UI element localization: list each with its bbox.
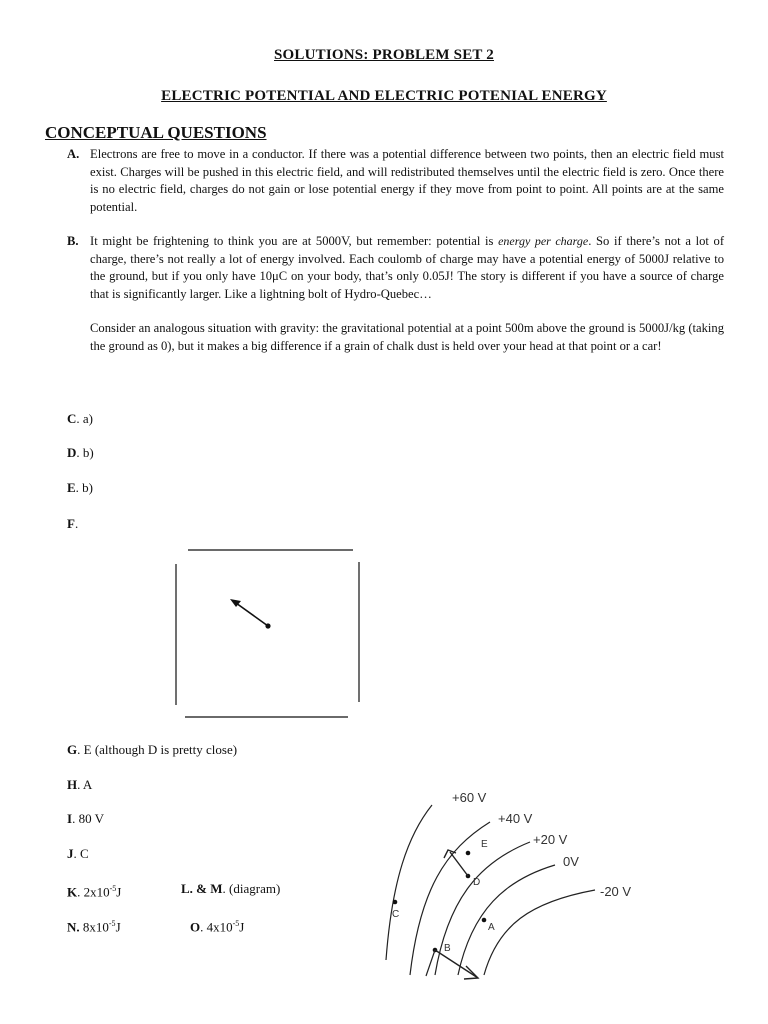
answer-k-text: . 2x10 bbox=[77, 884, 110, 900]
field-arrow bbox=[236, 603, 268, 626]
answer-e-text: . b) bbox=[75, 480, 94, 495]
answer-c bbox=[67, 410, 93, 428]
answer-o-text: . 4x10 bbox=[200, 919, 233, 935]
answer-o-label: O bbox=[190, 919, 201, 935]
voltage-label: +40 V bbox=[498, 811, 533, 826]
answer-g-label: G bbox=[67, 742, 78, 757]
answer-h-label: H bbox=[67, 777, 78, 792]
answer-lm-label: L. & M bbox=[181, 881, 223, 896]
answer-d-label: D bbox=[67, 445, 77, 460]
answer-o-exponent: -5 bbox=[232, 919, 240, 928]
answer-b bbox=[67, 233, 724, 356]
answer-k-label: K bbox=[67, 884, 78, 900]
point-label: C bbox=[392, 909, 400, 920]
answer-j-text: . C bbox=[73, 846, 89, 861]
point-e bbox=[466, 851, 471, 856]
answer-d bbox=[67, 444, 94, 462]
answer-j bbox=[67, 845, 89, 863]
answer-c-text: . a) bbox=[76, 411, 93, 426]
answer-o bbox=[190, 915, 244, 936]
answer-n-exponent: -5 bbox=[108, 919, 116, 928]
answer-b-paragraph-2: Consider an analogous situation with gravity: the gravitational potential at a point 500m above the ground is 5000J/kg (taking the ground as 0), but it makes a big difference if a grain of chalk dust is held over your head at that point or a car! bbox=[90, 321, 724, 353]
answer-b-emphasis: energy per charge bbox=[498, 234, 589, 248]
point-a bbox=[482, 918, 487, 923]
answer-d-text: . b) bbox=[76, 445, 94, 460]
point-label: E bbox=[481, 839, 488, 850]
field-arrow-b bbox=[435, 950, 478, 978]
page-subtitle: ELECTRIC POTENTIAL AND ELECTRIC POTENIAL ENERGY bbox=[161, 88, 607, 104]
answer-j-label: J bbox=[67, 846, 74, 861]
answer-e-label: E bbox=[67, 480, 76, 495]
answer-o-unit: J bbox=[239, 919, 245, 935]
answer-k-unit: J bbox=[116, 884, 122, 900]
charge-dot bbox=[265, 623, 270, 628]
answer-lm-text: . (diagram) bbox=[222, 881, 281, 896]
section-heading: CONCEPTUAL QUESTIONS bbox=[45, 123, 267, 142]
answer-e bbox=[67, 479, 93, 497]
answer-n-label: N. bbox=[67, 919, 80, 935]
answer-i-label: I bbox=[67, 811, 73, 826]
answer-lm bbox=[181, 880, 280, 898]
voltage-label: 0V bbox=[563, 854, 579, 869]
equipotential-line-minus20 bbox=[484, 890, 595, 975]
answer-b-text-part: It might be frightening to think you are at 5000V, but remember: potential is bbox=[90, 234, 499, 248]
equipotential-line-plus20 bbox=[435, 842, 530, 975]
answer-k-exponent: -5 bbox=[109, 884, 117, 893]
answer-i bbox=[67, 810, 104, 828]
equipotential-diagram bbox=[380, 780, 650, 980]
point-label: A bbox=[488, 922, 495, 933]
page-title: SOLUTIONS: PROBLEM SET 2 bbox=[274, 47, 494, 63]
field-arrow-b-shaft bbox=[426, 950, 435, 976]
answer-a-text: Electrons are free to move in a conductor. If there was a potential difference between two points, then an electric field must exist. Charges will be pushed in this electric field, and will redistributed themselves until the electric field is zero. Once there is no electric field, charges do not gain or lose potential energy if they move from point to point. All points are at the same potential. bbox=[90, 147, 724, 214]
answer-b-text-part: . So if there’s not a lot of charge, there’s not really a lot of energy involved. Each coulomb of charge may have a potential energy of 5000J relative to the ground, but if you only have 10μC on your body, that’s only 0.05J! The story is different if you have a source of charge that is significantly larger. Like a lightning bolt of Hydro-Quebec… bbox=[90, 234, 725, 301]
equipotential-line-plus60 bbox=[386, 805, 432, 960]
answer-n-unit: J bbox=[115, 919, 121, 935]
answer-g-text: . E (although D is pretty close) bbox=[77, 742, 238, 757]
answer-b-label: B. bbox=[67, 234, 79, 248]
answer-f-text: . bbox=[74, 516, 79, 531]
answer-h bbox=[67, 776, 92, 794]
answer-n-text: 8x10 bbox=[79, 919, 109, 935]
answer-i-text: . 80 V bbox=[72, 811, 104, 826]
voltage-label: +20 V bbox=[533, 832, 568, 847]
voltage-label: -20 V bbox=[600, 884, 632, 899]
answer-a bbox=[67, 146, 724, 216]
answer-f bbox=[67, 515, 78, 533]
point-label: D bbox=[473, 877, 481, 888]
field-arrow-d bbox=[450, 852, 468, 876]
answer-c-label: C bbox=[67, 411, 77, 426]
answer-k bbox=[67, 880, 121, 901]
answer-f-label: F bbox=[67, 516, 75, 531]
answer-g bbox=[67, 741, 237, 759]
conductor-field-diagram bbox=[170, 540, 370, 725]
voltage-label: +60 V bbox=[452, 790, 487, 805]
answer-h-text: . A bbox=[77, 777, 93, 792]
point-label: B bbox=[444, 943, 451, 954]
point-c bbox=[393, 900, 398, 905]
answer-a-label: A. bbox=[67, 147, 80, 161]
answer-b-text bbox=[90, 233, 724, 303]
answer-n bbox=[67, 915, 121, 936]
